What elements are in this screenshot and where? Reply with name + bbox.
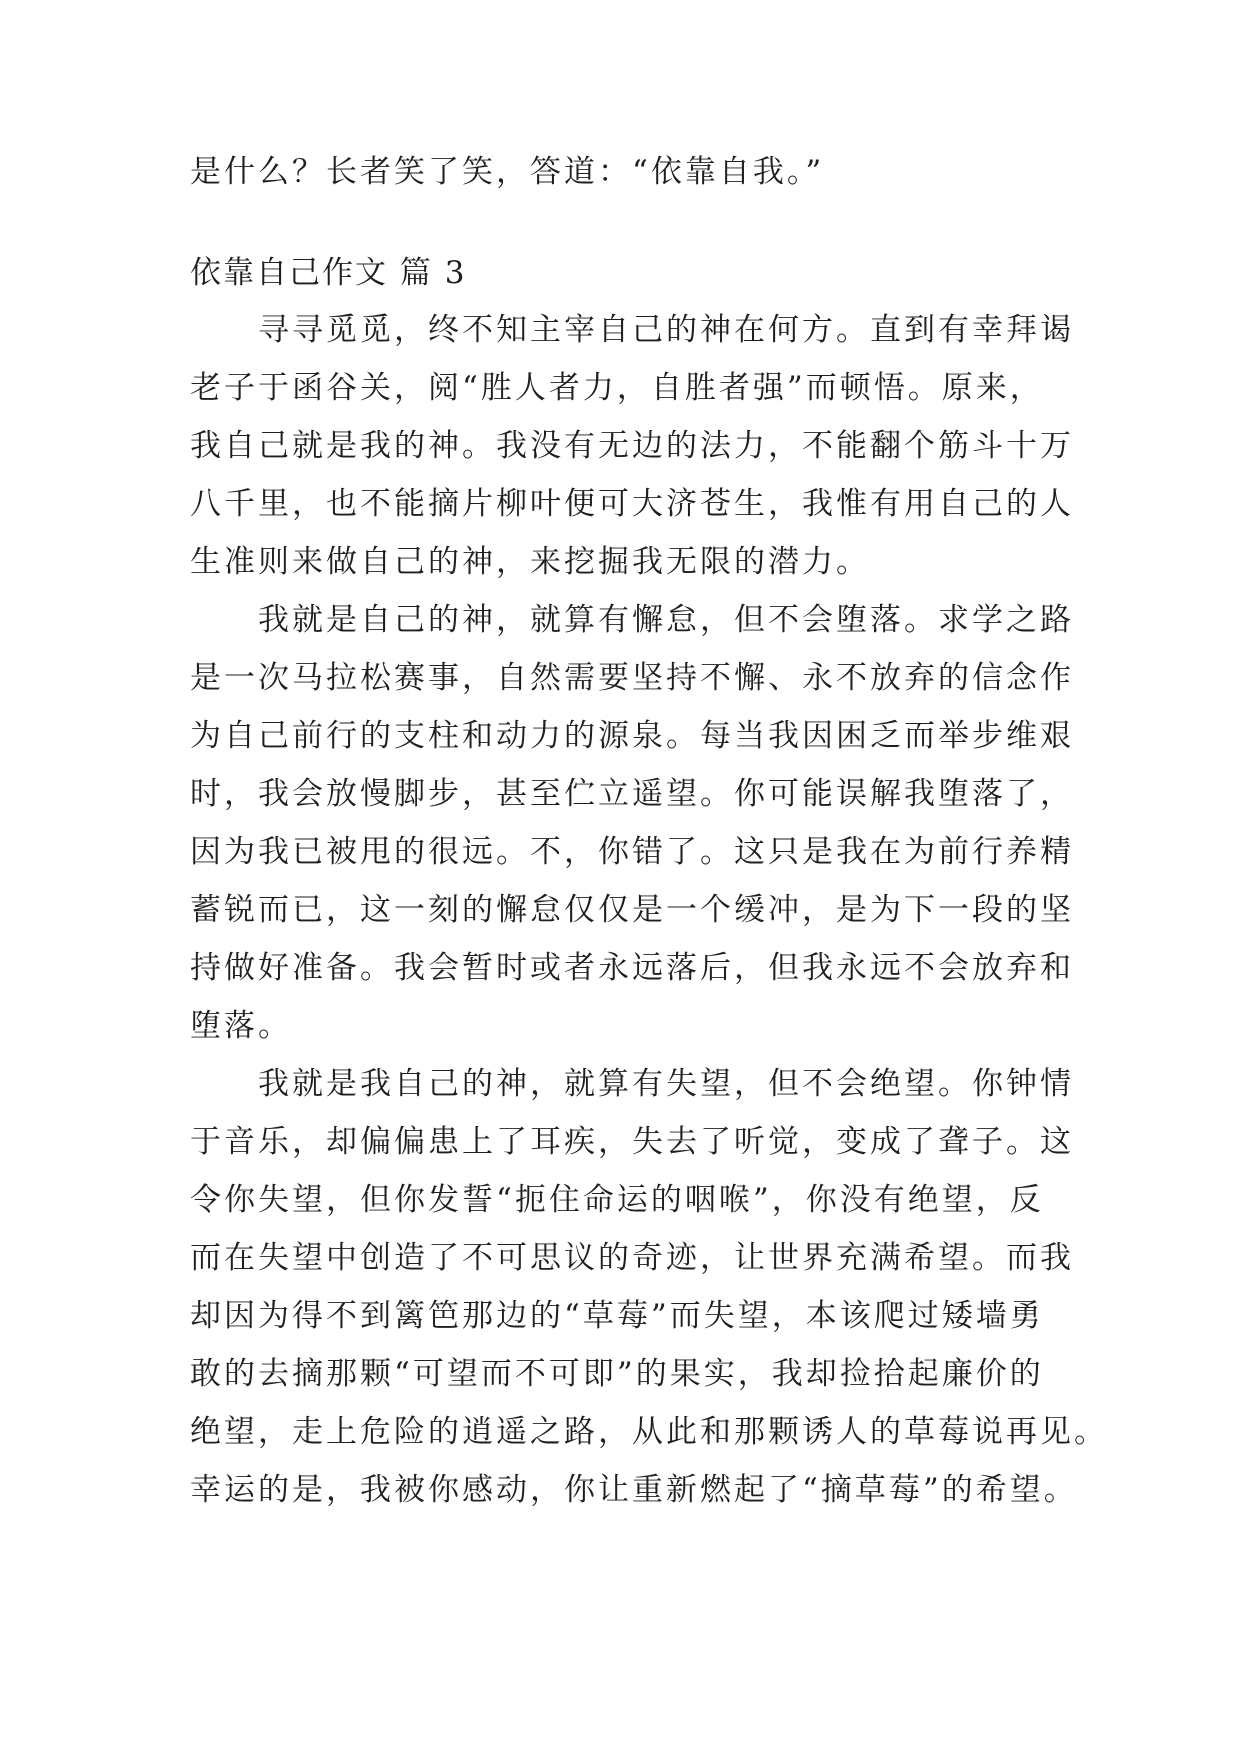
body-line: 老子于函谷关，阅“胜人者力，自胜者强”而顿悟。原来， bbox=[190, 370, 1044, 406]
body-line: 却因为得不到篱笆那边的“草莓”而失望，本该爬过矮墙勇 bbox=[190, 1298, 1044, 1334]
body-line: 八千里，也不能摘片柳叶便可大济苍生，我惟有用自己的人 bbox=[190, 486, 1074, 522]
body-line: 是一次马拉松赛事，自然需要坚持不懈、永不放弃的信念作 bbox=[190, 660, 1074, 696]
section-title: 依靠自己作文 篇 3 bbox=[190, 255, 467, 291]
body-line: 而在失望中创造了不可思议的奇迹，让世界充满希望。而我 bbox=[190, 1240, 1074, 1276]
body-line: 幸运的是，我被你感动，你让重新燃起了“摘草莓”的希望。 bbox=[190, 1472, 1078, 1508]
body-line: 绝望，走上危险的逍遥之路，从此和那颗诱人的草莓说再见。 bbox=[190, 1414, 1108, 1450]
body-line: 我就是我自己的神，就算有失望，但不会绝望。你钟情 bbox=[190, 1066, 1074, 1102]
body-line: 因为我已被甩的很远。不，你错了。这只是我在为前行养精 bbox=[190, 834, 1074, 870]
body-line: 寻寻觅觅，终不知主宰自己的神在何方。直到有幸拜谒 bbox=[190, 312, 1074, 348]
body-line: 为自己前行的支柱和动力的源泉。每当我因困乏而举步维艰 bbox=[190, 718, 1074, 754]
body-line: 生准则来做自己的神，来挖掘我无限的潜力。 bbox=[190, 544, 870, 580]
body-line: 于音乐，却偏偏患上了耳疾，失去了听觉，变成了聋子。这 bbox=[190, 1124, 1074, 1160]
intro-line: 是什么？长者笑了笑，答道：“依靠自我。” bbox=[190, 154, 825, 190]
body-line: 敢的去摘那颗“可望而不可即”的果实，我却捡拾起廉价的 bbox=[190, 1356, 1044, 1392]
body-line: 持做好准备。我会暂时或者永远落后，但我永远不会放弃和 bbox=[190, 950, 1074, 986]
body-line: 令你失望，但你发誓“扼住命运的咽喉”，你没有绝望，反 bbox=[190, 1182, 1044, 1218]
body-line: 堕落。 bbox=[190, 1008, 292, 1044]
body-line: 时，我会放慢脚步，甚至伫立遥望。你可能误解我堕落了， bbox=[190, 776, 1074, 812]
body-line: 蓄锐而已，这一刻的懈怠仅仅是一个缓冲，是为下一段的坚 bbox=[190, 892, 1074, 928]
body-line: 我就是自己的神，就算有懈怠，但不会堕落。求学之路 bbox=[190, 602, 1074, 638]
body-line: 我自己就是我的神。我没有无边的法力，不能翻个筋斗十万 bbox=[190, 428, 1074, 464]
